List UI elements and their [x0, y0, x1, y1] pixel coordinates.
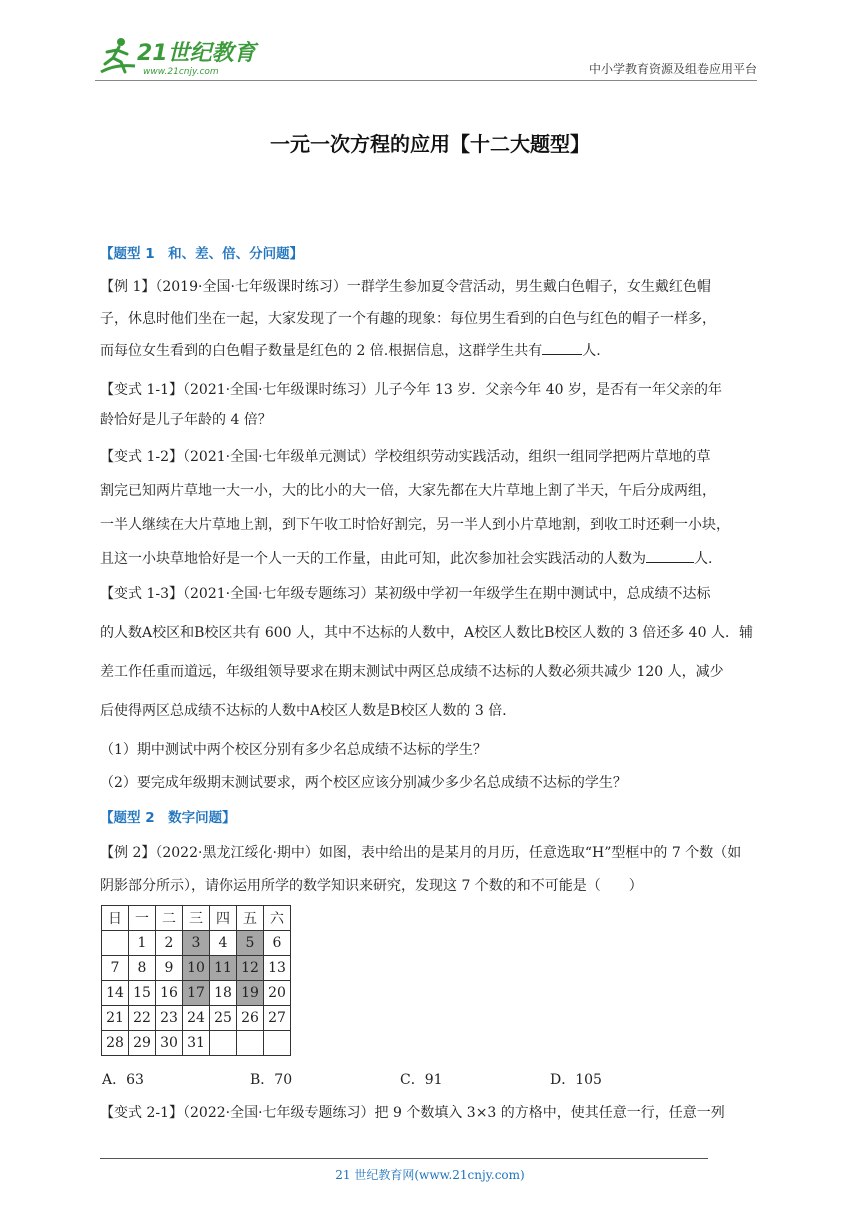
section-heading-1: 【题型 1 和、差、倍、分问题】 [100, 246, 304, 262]
answer-blank [542, 340, 582, 355]
calendar-week-row [102, 981, 291, 1006]
calendar-day-cell: 15 [129, 981, 156, 1006]
variant-1-1-line-1: 【变式 1-1】（2021·全国·七年级课时练习）儿子今年 13 岁．父亲今年 40 岁，是否有一年父亲的年 [100, 382, 722, 398]
calendar-day-cell: 26 [237, 1006, 264, 1031]
calendar-day-cell: 10 [183, 956, 210, 981]
calendar-day-cell: 25 [210, 1006, 237, 1031]
variant-1-1-tag: 【变式 1-1】 [100, 382, 183, 398]
calendar-day-cell: 9 [156, 956, 183, 981]
calendar-day-cell: 13 [264, 956, 291, 981]
calendar-day-cell: 14 [102, 981, 129, 1006]
calendar-header-cell: 四 [210, 906, 237, 931]
calendar-week-row [102, 931, 291, 956]
calendar-day-cell: 20 [264, 981, 291, 1006]
calendar-week-row [102, 956, 291, 981]
calendar-table [101, 905, 291, 1056]
calendar-day-cell: 3 [183, 931, 210, 956]
variant-1-3-question-1: （1）期中测试中两个校区分别有多少名总成绩不达标的学生？ [100, 742, 487, 758]
calendar-week-row [102, 1006, 291, 1031]
calendar-day-cell: 22 [129, 1006, 156, 1031]
variant-2-1-tag: 【变式 2-1】 [100, 1105, 183, 1121]
calendar-day-cell: 24 [183, 1006, 210, 1031]
footer-divider [100, 1158, 708, 1159]
option-a: A．63 [102, 1072, 144, 1088]
calendar-header-cell: 一 [129, 906, 156, 931]
variant-1-2-line-3: 一半人继续在大片草地上割，到下午收工时恰好割完，另一半人到小片草地割，到收工时还剩一小块， [100, 517, 730, 533]
calendar-header-row [102, 906, 291, 931]
variant-1-3-line-1: 【变式 1-3】（2021·全国·七年级专题练习）某初级中学初一年级学生在期中测试中，总成绩不达标 [100, 586, 711, 602]
calendar-day-cell: 8 [129, 956, 156, 981]
calendar-day-cell [102, 931, 129, 956]
variant-1-1-line-2: 龄恰好是儿子年龄的 4 倍？ [100, 412, 272, 428]
option-c: C．91 [400, 1072, 443, 1088]
calendar-day-cell: 6 [264, 931, 291, 956]
calendar-day-cell: 23 [156, 1006, 183, 1031]
calendar-day-cell: 17 [183, 981, 210, 1006]
variant-1-3-question-2: （2）要完成年级期末测试要求，两个校区应该分别减少多少名总成绩不达标的学生？ [100, 775, 627, 791]
example-1-line-3: 而每位女生看到的白色帽子数量是红色的 2 倍.根据信息，这群学生共有 人. [100, 340, 762, 361]
example-1-line-2: 子，休息时他们坐在一起，大家发现了一个有趣的现象：每位男生看到的白色与红色的帽子一样多， [100, 311, 716, 327]
calendar-day-cell: 2 [156, 931, 183, 956]
calendar-header-cell: 二 [156, 906, 183, 931]
example-2-line-2: 阴影部分所示），请你运用所学的数学知识来研究，发现这 7 个数的和不可能是（ ） [100, 878, 643, 894]
variant-1-2-tag: 【变式 1-2】 [100, 449, 183, 465]
calendar-header-cell: 日 [102, 906, 129, 931]
calendar-day-cell: 28 [102, 1031, 129, 1056]
variant-1-2-line-4: 且这一小块草地恰好是一个人一天的工作量，由此可知，此次参加社会实践活动的人数为 人. [100, 548, 762, 569]
option-d: D．105 [550, 1072, 602, 1088]
calendar-header-cell: 三 [183, 906, 210, 931]
calendar-day-cell [264, 1031, 291, 1056]
answer-blank [646, 548, 694, 563]
logo-text: 21世纪教育 [137, 41, 256, 66]
calendar-day-cell: 19 [237, 981, 264, 1006]
example-2-line-1: 【例 2】（2022·黑龙江绥化·期中）如图，表中给出的是某月的月历，任意选取“H”型框中的 7 个数（如 [100, 845, 742, 861]
calendar-day-cell: 1 [129, 931, 156, 956]
site-logo [95, 34, 265, 78]
calendar-day-cell: 31 [183, 1031, 210, 1056]
calendar-day-cell: 16 [156, 981, 183, 1006]
calendar-header-cell: 六 [264, 906, 291, 931]
variant-1-2-line-1: 【变式 1-2】（2021·全国·七年级单元测试）学校组织劳动实践活动，组织一组同学把两片草地的草 [100, 449, 711, 465]
header-divider [95, 80, 757, 81]
footer-source: 21 世纪教育网(www.21cnjy.com) [335, 1168, 525, 1182]
variant-1-3-line-3: 差工作任重而道远，年级组领导要求在期末测试中两区总成绩不达标的人数必须共减少 120 人，减少 [100, 664, 724, 680]
variant-1-3-line-4: 后使得两区总成绩不达标的人数中A校区人数是B校区人数的 3 倍． [100, 703, 517, 719]
variant-1-3-line-2: 的人数A校区和B校区共有 600 人，其中不达标的人数中，A校区人数比B校区人数的 3 倍还多 40 人．辅 [100, 625, 753, 641]
calendar-day-cell: 30 [156, 1031, 183, 1056]
header-platform-label: 中小学教育资源及组卷应用平台 [588, 62, 757, 76]
calendar-day-cell: 12 [237, 956, 264, 981]
calendar-header-cell: 五 [237, 906, 264, 931]
calendar-day-cell [237, 1031, 264, 1056]
variant-1-2-line-2: 割完已知两片草地一大一小，大的比小的大一倍，大家先都在大片草地上割了半天，午后分成两组， [100, 483, 716, 499]
example-1-line-1: 【例 1】（2019·全国·七年级课时练习）一群学生参加夏令营活动，男生戴白色帽子，女生戴红色帽 [100, 279, 711, 295]
calendar-day-cell [210, 1031, 237, 1056]
calendar-day-cell: 29 [129, 1031, 156, 1056]
variant-2-1-line-1: 【变式 2-1】（2022·全国·七年级专题练习）把 9 个数填入 3×3 的方格中，使其任意一行，任意一列 [100, 1105, 725, 1121]
calendar-day-cell: 5 [237, 931, 264, 956]
calendar-day-cell: 27 [264, 1006, 291, 1031]
variant-1-3-tag: 【变式 1-3】 [100, 586, 183, 602]
calendar-day-cell: 7 [102, 956, 129, 981]
option-b: B．70 [250, 1072, 293, 1088]
logo-url: www.21cnjy.com [143, 67, 219, 77]
calendar-week-row [102, 1031, 291, 1056]
calendar-day-cell: 18 [210, 981, 237, 1006]
calendar-day-cell: 4 [210, 931, 237, 956]
section-heading-2: 【题型 2 数字问题】 [100, 810, 236, 826]
calendar-day-cell: 11 [210, 956, 237, 981]
example-2-tag: 【例 2】 [100, 845, 156, 861]
page-title: 一元一次方程的应用【十二大题型】 [270, 132, 590, 156]
calendar-day-cell: 21 [102, 1006, 129, 1031]
example-1-tag: 【例 1】 [100, 279, 156, 295]
